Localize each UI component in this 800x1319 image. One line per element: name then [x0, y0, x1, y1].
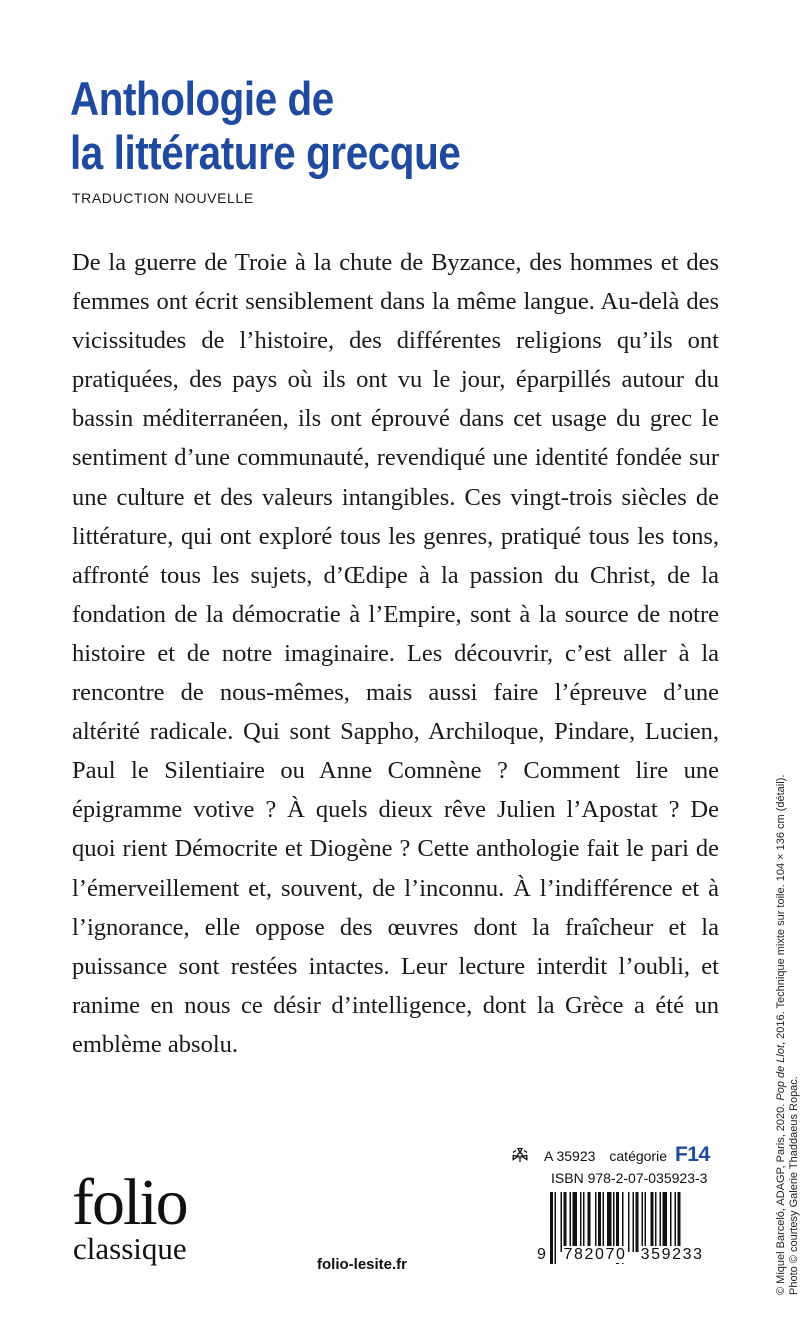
book-title-line-2: la littérature grecque	[70, 126, 461, 179]
book-title	[70, 72, 620, 180]
barcode-bar	[580, 1192, 582, 1252]
barcode-first-digit: 9	[537, 1246, 548, 1263]
barcode-bar	[660, 1192, 662, 1252]
star-emblem-icon	[510, 1146, 530, 1164]
barcode-digits	[536, 1246, 722, 1264]
barcode-bar	[561, 1192, 563, 1252]
barcode-bar	[651, 1192, 654, 1252]
barcode-bar	[675, 1192, 677, 1252]
barcode-bar	[670, 1192, 672, 1252]
barcode-bar	[598, 1192, 601, 1252]
folio-logo: folio	[72, 1166, 187, 1239]
barcode-bar	[595, 1192, 597, 1252]
barcode-bar	[570, 1192, 572, 1252]
catalog-info	[510, 1143, 720, 1167]
barcode-bar	[583, 1192, 585, 1252]
barcode-bar	[678, 1192, 681, 1252]
barcode-bar	[564, 1192, 567, 1252]
category-code: F14	[674, 1143, 710, 1166]
barcode-bar	[642, 1192, 644, 1252]
website-link[interactable]: folio-lesite.fr	[317, 1256, 408, 1273]
barcode-bar	[636, 1192, 639, 1252]
isbn: ISBN 978-2-07-035923-3	[551, 1170, 708, 1186]
barcode-bar	[607, 1192, 612, 1252]
barcode-bar	[628, 1192, 630, 1252]
image-credit	[775, 655, 800, 1295]
back-cover-blurb: De la guerre de Troie à la chute de Byzance, des hommes et des femmes ont écrit sensiblement dans la même langue. Au-delà des vicissitudes de l’histoire, des différentes religions qu’ils ont pratiquées, des pays où ils ont vu le jour, éparpillés autour du bassin méditerranéen, ils ont éprouvé dans cet usage du grec le sentiment d’une communauté, revendiqué une identité fondée sur une culture et des valeurs intangibles. Ces vingt-trois siècles de littérature, qui ont exploré tous les genres, pratiqué tous les tons, affronté tous les sujets, d’Œdipe à la passion du Christ, de la fondation de la démocratie à l’Empire, sont à la source de notre histoire et de notre imaginaire. Les découvrir, c’est aller à la rencontre de nous-mêmes, mais aussi faire l’épreuve d’une altérité radicale. Qui sont Sappho, Archiloque, Pindare, Lucien, Paul le Silentiaire ou Anne Comnène ? Comment lire une épigramme votive ? À quels dieux rêve Julien l’Apostat ? De quoi rient Démocrite et Diogène ? Cette anthologie fait le pari de l’émerveillement et, souvent, de l’inconnu. À l’indifférence et à l’ignorance, elle oppose des œuvres dont la fraîcheur et la puissance sont restées intactes. Leur lecture interdit l’oubli, et ranime en nous ce désir d’intelligence, dont la Grèce a été un emblème absolu.	[72, 249, 719, 1058]
barcode-bar	[663, 1192, 668, 1252]
barcode-bar	[603, 1192, 605, 1252]
barcode-right-group: 359233	[640, 1246, 704, 1263]
classique-logo: classique	[73, 1231, 187, 1266]
artwork-title: Pop de Llot	[775, 1044, 787, 1101]
catalog-code: A 35923	[544, 1148, 596, 1164]
barcode-bar	[588, 1192, 591, 1252]
category-label: catégorie	[609, 1148, 667, 1164]
barcode-bar	[655, 1192, 657, 1252]
credit-line-2: Photo © courtesy Galerie Thaddaeus Ropac.	[788, 1076, 800, 1295]
barcode-bar	[573, 1192, 578, 1252]
book-title-line-1: Anthologie de	[70, 72, 334, 125]
barcode-bar	[613, 1192, 615, 1252]
barcode-bar	[633, 1192, 635, 1252]
barcode-left-group: 782070	[563, 1246, 627, 1263]
subtitle: TRADUCTION NOUVELLE	[72, 190, 254, 206]
barcode	[536, 1192, 722, 1272]
credit-line-1: © Miquel Barceló, ADAGP, Paris, 2020. Pop de Llot, 2016. Technique mixte sur toile. 104 × 136 cm (détail).	[775, 774, 787, 1295]
barcode-bar	[645, 1192, 647, 1252]
